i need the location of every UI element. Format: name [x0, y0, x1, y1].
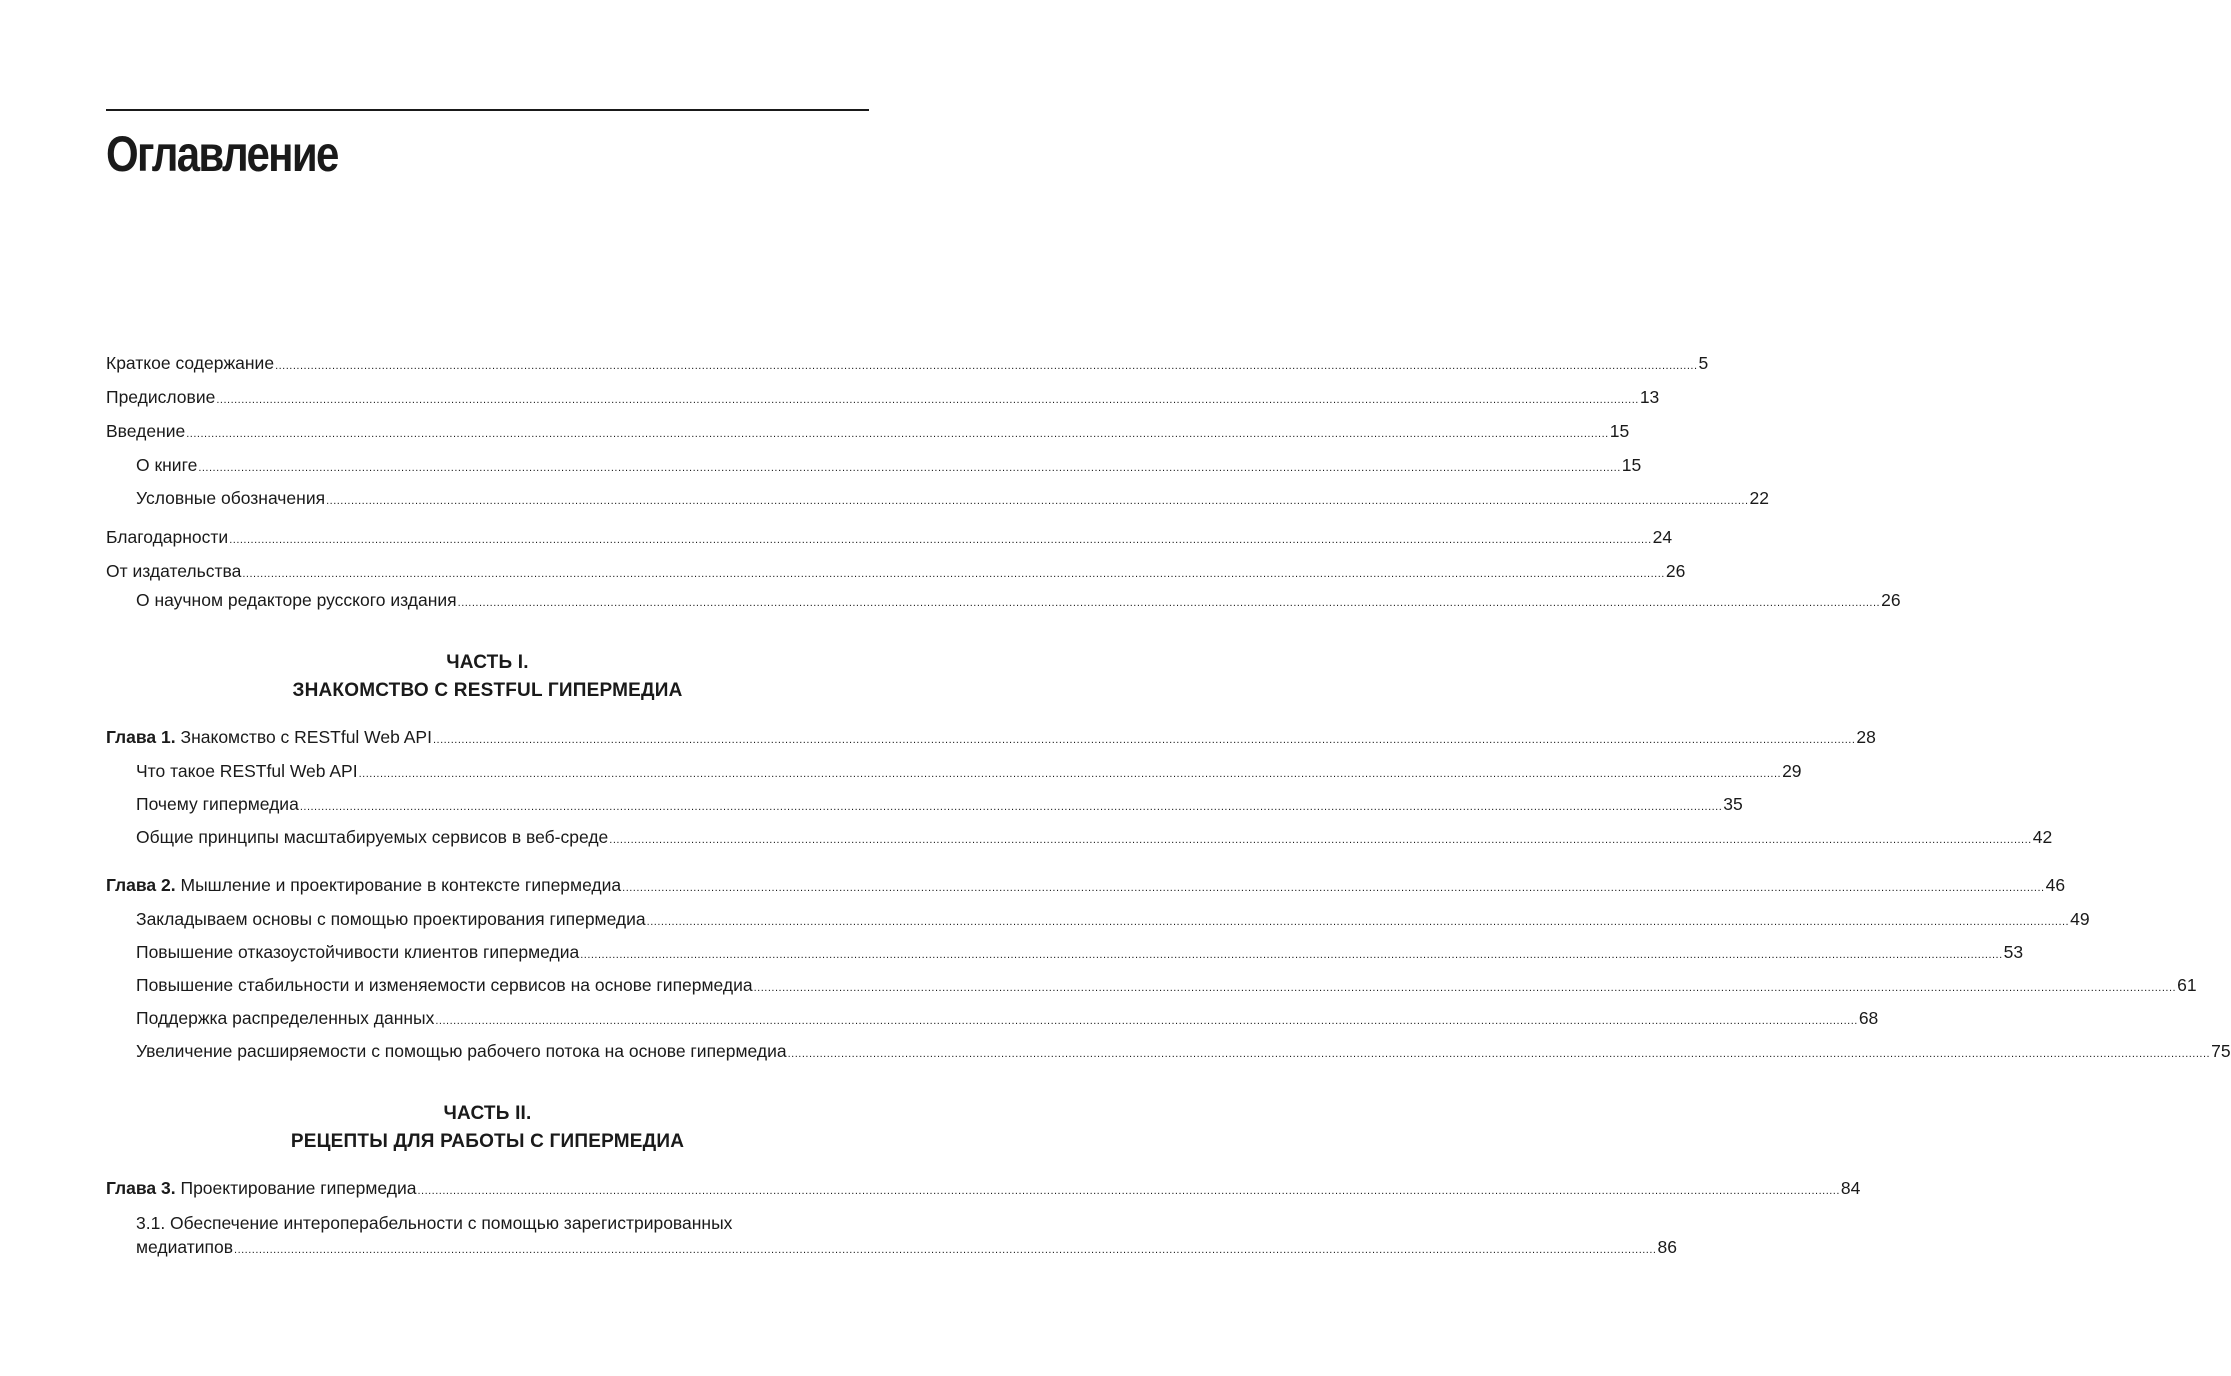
leader-dots: ................................................................................................................................................................................................................................................................................................................................................................................................................	[299, 801, 1723, 813]
leader-dots: ................................................................................................................................................................................................................................................................................................................................................................................................................	[435, 1015, 1858, 1027]
chapter-prefix: Глава 3.	[106, 1178, 176, 1198]
leader-dots: ................................................................................................................................................................................................................................................................................................................................................................................................................	[417, 1185, 1840, 1197]
leader-dots: ................................................................................................................................................................................................................................................................................................................................................................................................................	[580, 949, 2003, 961]
toc-entry-label: Закладываем основы с помощью проектирования гипермедиа	[136, 909, 646, 929]
toc-section	[136, 908, 2090, 933]
part-heading-number: ЧАСТЬ I.	[446, 652, 529, 673]
toc-chapter-3	[106, 1177, 1861, 1202]
toc-entry-label	[106, 874, 621, 896]
toc-entry-page: 22	[1749, 488, 1770, 508]
chapter-prefix: Глава 2.	[106, 875, 176, 895]
toc-entry-page: 42	[2032, 827, 2053, 847]
toc-entry-label: О научном редакторе русского издания	[136, 590, 457, 610]
toc-entry-label: Почему гипермедиа	[136, 794, 299, 814]
leader-dots: ................................................................................................................................................................................................................................................................................................................................................................................................................	[326, 495, 1749, 507]
toc-entry-label: Благодарности	[106, 527, 229, 547]
leader-dots: ................................................................................................................................................................................................................................................................................................................................................................................................................	[198, 462, 1621, 474]
toc-entry-page: 75	[2211, 1041, 2231, 1061]
chapter-prefix: Глава 1.	[106, 727, 176, 747]
toc-entry-page: 46	[2045, 875, 2066, 895]
toc-section	[136, 1040, 2231, 1065]
toc-entry-label: Повышение отказоустойчивости клиентов гипермедиа	[136, 942, 580, 962]
leader-dots: ................................................................................................................................................................................................................................................................................................................................................................................................................	[242, 568, 1665, 580]
leader-dots: ................................................................................................................................................................................................................................................................................................................................................................................................................	[622, 882, 2045, 894]
toc-entry-page: 29	[1782, 761, 1802, 781]
toc-entry-introduction	[106, 420, 1630, 445]
toc-entry-label: От издательства	[106, 561, 242, 581]
toc-entry-page: 86	[1657, 1237, 1677, 1257]
toc-entry-label	[106, 1177, 416, 1199]
leader-dots: ................................................................................................................................................................................................................................................................................................................................................................................................................	[787, 1048, 2211, 1060]
leader-dots: ................................................................................................................................................................................................................................................................................................................................................................................................................	[229, 534, 1652, 546]
leader-dots: ................................................................................................................................................................................................................................................................................................................................................................................................................	[457, 597, 1881, 609]
toc-chapter-1	[106, 726, 1876, 751]
leader-dots: ................................................................................................................................................................................................................................................................................................................................................................................................................	[646, 916, 2070, 928]
part-heading-title: ЗНАКОМСТВО С RESTFUL ГИПЕРМЕДИА	[292, 680, 683, 701]
toc-entry-conventions	[136, 487, 1770, 512]
leader-dots: ................................................................................................................................................................................................................................................................................................................................................................................................................	[753, 982, 2177, 994]
toc-entry-brief-contents	[106, 352, 1709, 377]
toc-entry-scientific-editor	[136, 589, 1901, 614]
toc-entry-page: 26	[1881, 590, 1901, 610]
toc-section	[136, 826, 2053, 851]
leader-dots: ................................................................................................................................................................................................................................................................................................................................................................................................................	[234, 1244, 1657, 1256]
toc-section	[136, 1236, 1677, 1261]
toc-entry-page: 61	[2177, 975, 2197, 995]
toc-entry-label	[106, 726, 432, 748]
chapter-title: Проектирование гипермедиа	[180, 1178, 417, 1198]
toc-section	[136, 1007, 1879, 1032]
leader-dots: ................................................................................................................................................................................................................................................................................................................................................................................................................	[275, 360, 1698, 372]
toc-entry-label: Условные обозначения	[136, 488, 326, 508]
toc-entry-acknowledgments	[106, 526, 1673, 551]
toc-chapter-2	[106, 874, 2066, 899]
toc-entry-page: 26	[1665, 561, 1686, 581]
toc-entry-preface	[106, 386, 1660, 411]
toc-entry-page: 28	[1856, 727, 1876, 747]
leader-dots: ................................................................................................................................................................................................................................................................................................................................................................................................................	[216, 394, 1639, 406]
toc-section	[136, 974, 2197, 999]
toc-entry-page: 68	[1858, 1008, 1879, 1028]
toc-section	[136, 760, 1802, 785]
toc-entry-page: 15	[1621, 455, 1642, 475]
toc-entry-label: Введение	[106, 421, 186, 441]
toc-entry-label: О книге	[136, 455, 198, 475]
toc-entry-page: 24	[1652, 527, 1673, 547]
chapter-title: Мышление и проектирование в контексте гипермедиа	[180, 875, 622, 895]
toc-section	[136, 793, 1743, 818]
chapter-title: Знакомство с RESTful Web API	[180, 727, 432, 747]
toc-entry-label: Общие принципы масштабируемых сервисов в веб-среде	[136, 827, 609, 847]
leader-dots: ................................................................................................................................................................................................................................................................................................................................................................................................................	[358, 768, 1782, 780]
toc-entry-page: 5	[1698, 353, 1709, 373]
toc-entry-label: Краткое содержание	[106, 353, 275, 373]
toc-entry-label: Повышение стабильности и изменяемости сервисов на основе гипермедиа	[136, 975, 753, 995]
toc-entry-page: 35	[1723, 794, 1743, 814]
top-rule	[106, 109, 869, 111]
toc-entry-page: 84	[1840, 1178, 1861, 1198]
part-heading-number: ЧАСТЬ II.	[443, 1103, 532, 1124]
toc-entry-page: 53	[2003, 942, 2024, 962]
toc-entry-label: медиатипов	[136, 1237, 234, 1257]
toc-entry-page: 13	[1639, 387, 1660, 407]
part-heading-title: РЕЦЕПТЫ ДЛЯ РАБОТЫ С ГИПЕРМЕДИА	[290, 1131, 685, 1152]
toc-entry-label: Поддержка распределенных данных	[136, 1008, 435, 1028]
leader-dots: ................................................................................................................................................................................................................................................................................................................................................................................................................	[432, 734, 1856, 746]
toc-entry-about-book	[136, 454, 1642, 479]
toc-entry-label: Увеличение расширяемости с помощью рабочего потока на основе гипермедиа	[136, 1041, 787, 1061]
toc-section	[136, 941, 2024, 966]
toc-entry-page: 15	[1609, 421, 1630, 441]
toc-entry-label: Что такое RESTful Web API	[136, 761, 358, 781]
toc-entry-page: 49	[2070, 909, 2090, 929]
page-title: Оглавление	[106, 126, 338, 182]
leader-dots: ................................................................................................................................................................................................................................................................................................................................................................................................................	[186, 428, 1609, 440]
leader-dots: ................................................................................................................................................................................................................................................................................................................................................................................................................	[609, 834, 2032, 846]
toc-entry-from-publisher	[106, 560, 1686, 585]
toc-entry-label: Предисловие	[106, 387, 216, 407]
toc-section-line1: 3.1. Обеспечение интероперабельности с помощью зарегистрированных	[136, 1213, 733, 1233]
